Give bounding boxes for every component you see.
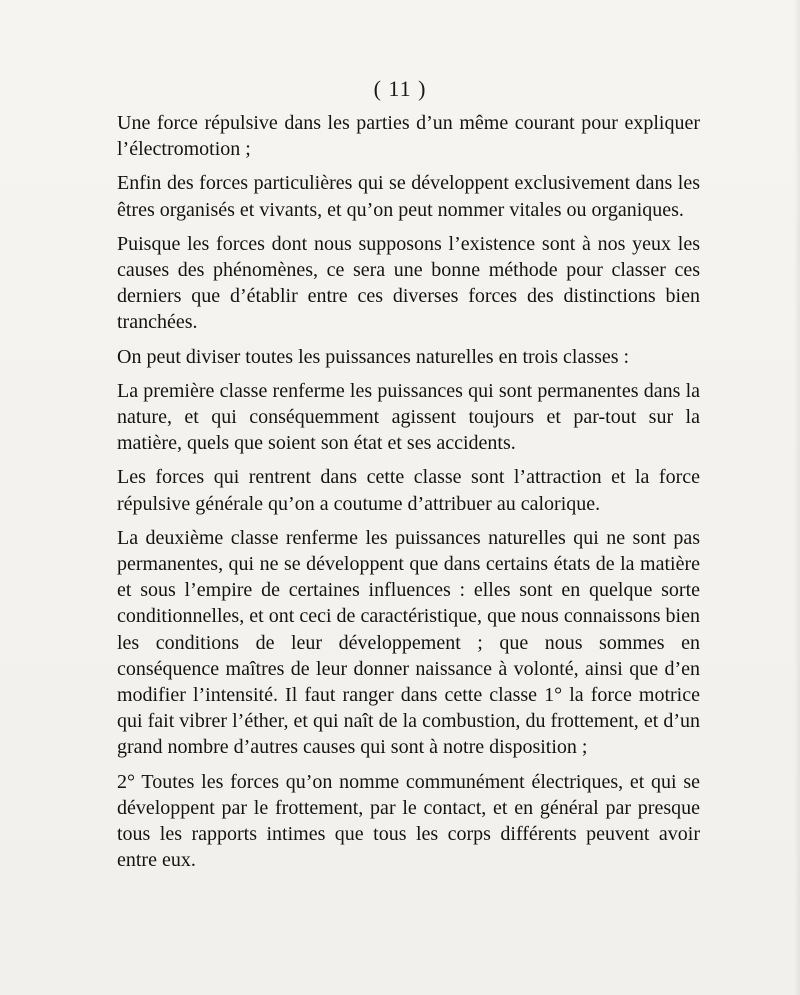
paragraph-1: Une force répulsive dans les parties d’un même courant pour expliquer l’électromotion ; <box>117 112 700 161</box>
paragraph-8: 2° Toutes les forces qu’on nomme communément électriques, et qui se développent par le frottement, par le contact, et en général par presque tous les rapports intimes que tous les corps différents peuvent avoir entre eux. <box>117 770 700 872</box>
paragraph-6: Les forces qui rentrent dans cette classe sont l’attraction et la force répulsive générale qu’on a coutume d’attribuer au calorique. <box>117 466 700 515</box>
paragraph-3: Puisque les forces dont nous supposons l’existence sont à nos yeux les causes des phénomènes, ce sera une bonne méthode pour classer ces derniers que d’établir entre ces diverses forces des distinctions bien tranchées. <box>117 232 700 334</box>
paragraph-5: La première classe renferme les puissances qui sont permanentes dans la nature, et qui conséquemment agissent toujours et par-tout sur la matière, quels que soient son état et ses accidents. <box>117 379 700 455</box>
body-text <box>117 110 700 881</box>
paragraph-2: Enfin des forces particulières qui se développent exclusivement dans les êtres organisés et vivants, et qu’on peut nommer vitales ou organiques. <box>117 172 700 221</box>
page-number: ( 11 ) <box>373 76 427 101</box>
paragraph-4: On peut diviser toutes les puissances naturelles en trois classes : <box>117 345 630 368</box>
paragraph-7: La deuxième classe renferme les puissances naturelles qui ne sont pas permanentes, qui ne se développent que dans certains états de la matière et sous l’empire de certaines influences : elles sont en quelque sorte conditionnelles, et ont ceci de caractéristique, que nous connaissons bien les conditions de leur développement ; que nous sommes en conséquence maîtres de leur donner naissance à volonté, ainsi que d’en modifier l’intensité. Il faut ranger dans cette classe 1° la force motrice qui fait vibrer l’éther, et qui naît de la combustion, du frottement, et d’un grand nombre d’autres causes qui sont à notre disposition ; <box>117 526 700 759</box>
page-edge-shadow <box>794 0 800 995</box>
